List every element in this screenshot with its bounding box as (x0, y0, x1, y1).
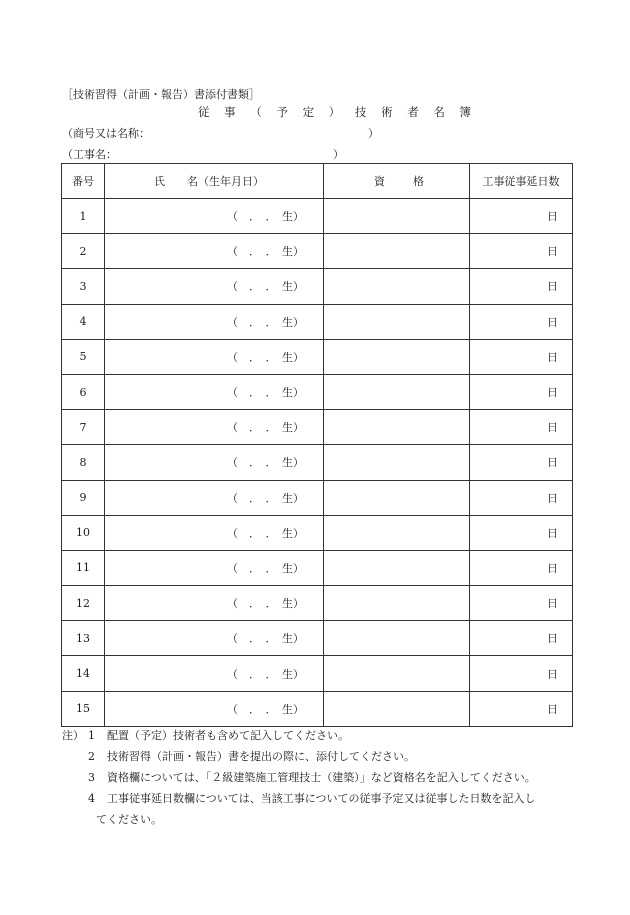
name-field[interactable] (105, 480, 324, 515)
birth-date-placeholder: （ ． ． 生） (227, 456, 304, 470)
table-body (62, 199, 573, 727)
table-row (62, 410, 573, 445)
days-unit: 日 (547, 210, 558, 224)
days-field[interactable] (470, 339, 573, 374)
birth-date-placeholder: （ ． ． 生） (227, 350, 304, 364)
qualification-field[interactable] (324, 515, 470, 550)
qualification-field[interactable] (324, 269, 470, 304)
name-field[interactable] (105, 269, 324, 304)
note-item (62, 770, 582, 791)
qualification-field[interactable] (324, 480, 470, 515)
days-field[interactable] (470, 410, 573, 445)
name-field[interactable] (105, 550, 324, 585)
days-field[interactable] (470, 691, 573, 726)
note-number: 4 (88, 792, 95, 805)
days-unit: 日 (547, 386, 558, 400)
row-number: 15 (62, 691, 105, 726)
days-field[interactable] (470, 586, 573, 621)
name-field[interactable] (105, 374, 324, 409)
row-number: 2 (62, 234, 105, 269)
table-row (62, 445, 573, 480)
birth-date-placeholder: （ ． ． 生） (227, 386, 304, 400)
birth-date-placeholder: （ ． ． 生） (227, 597, 304, 611)
days-unit: 日 (547, 491, 558, 505)
qualification-field[interactable] (324, 621, 470, 656)
note-item (62, 728, 582, 749)
qualification-field[interactable] (324, 234, 470, 269)
birth-date-placeholder: （ ． ． 生） (227, 561, 304, 575)
table-row (62, 621, 573, 656)
days-unit: 日 (547, 667, 558, 681)
qualification-field[interactable] (324, 586, 470, 621)
name-field[interactable] (105, 339, 324, 374)
header-number: 番号 (62, 164, 105, 199)
birth-date-placeholder: （ ． ． 生） (227, 315, 304, 329)
birth-date-placeholder: （ ． ． 生） (227, 245, 304, 259)
name-field[interactable] (105, 304, 324, 339)
qualification-field[interactable] (324, 445, 470, 480)
table-row (62, 234, 573, 269)
days-field[interactable] (470, 269, 573, 304)
note-number: 2 (88, 750, 95, 763)
row-number: 10 (62, 515, 105, 550)
row-number: 3 (62, 269, 105, 304)
name-field[interactable] (105, 515, 324, 550)
note-item (62, 791, 582, 812)
notes-section (62, 728, 582, 833)
days-unit: 日 (547, 456, 558, 470)
project-name-label: （工事名： (62, 148, 117, 161)
days-unit: 日 (547, 561, 558, 575)
days-unit: 日 (547, 421, 558, 435)
note-continuation: てください。 (96, 813, 162, 826)
row-number: 5 (62, 339, 105, 374)
days-unit: 日 (547, 245, 558, 259)
qualification-field[interactable] (324, 691, 470, 726)
qualification-field[interactable] (324, 374, 470, 409)
note-number: 1 (88, 729, 95, 742)
days-field[interactable] (470, 374, 573, 409)
birth-date-placeholder: （ ． ． 生） (227, 280, 304, 294)
birth-date-placeholder: （ ． ． 生） (227, 632, 304, 646)
name-field[interactable] (105, 410, 324, 445)
table-row (62, 374, 573, 409)
days-field[interactable] (470, 656, 573, 691)
notes-lead: 注） (62, 729, 84, 742)
birth-date-placeholder: （ ． ． 生） (227, 421, 304, 435)
header-qualification (324, 164, 470, 199)
qualification-field[interactable] (324, 410, 470, 445)
row-number: 4 (62, 304, 105, 339)
note-number: 3 (88, 771, 95, 784)
qualification-field[interactable] (324, 339, 470, 374)
row-number: 9 (62, 480, 105, 515)
document-category: ［技術習得（計画・報告）書添付書類］ (62, 88, 260, 101)
days-unit: 日 (547, 702, 558, 716)
project-name-line (62, 146, 344, 162)
row-number: 14 (62, 656, 105, 691)
table-row (62, 480, 573, 515)
name-field[interactable] (105, 621, 324, 656)
note-continuation-row (62, 812, 582, 833)
engineer-roster-table (61, 163, 573, 727)
table-row (62, 656, 573, 691)
row-number: 8 (62, 445, 105, 480)
row-number: 6 (62, 374, 105, 409)
table-header-row (62, 164, 573, 199)
note-text: 工事従事延日数欄については、当該工事についての従事予定又は従事した日数を記入し (107, 792, 536, 805)
name-field[interactable] (105, 691, 324, 726)
header-name: 氏 名（生年月日） (105, 164, 324, 199)
days-field[interactable] (470, 515, 573, 550)
row-number: 7 (62, 410, 105, 445)
note-text: 技術習得（計画・報告）書を提出の際に、添付してください。 (107, 750, 415, 763)
row-number: 11 (62, 550, 105, 585)
name-field[interactable] (105, 234, 324, 269)
days-field[interactable] (470, 550, 573, 585)
note-text: 配置（予定）技術者も含めて記入してください。 (107, 729, 349, 742)
days-unit: 日 (547, 280, 558, 294)
days-field[interactable] (470, 199, 573, 234)
days-unit: 日 (547, 350, 558, 364)
table-row (62, 550, 573, 585)
birth-date-placeholder: （ ． ． 生） (227, 667, 304, 681)
project-name-close: ） (333, 148, 344, 161)
days-unit: 日 (547, 597, 558, 611)
note-item (62, 749, 582, 770)
days-field[interactable] (470, 445, 573, 480)
qualification-field[interactable] (324, 656, 470, 691)
name-field[interactable] (105, 445, 324, 480)
row-number: 13 (62, 621, 105, 656)
row-number: 1 (62, 199, 105, 234)
table-row (62, 199, 573, 234)
days-unit: 日 (547, 315, 558, 329)
days-field[interactable] (470, 621, 573, 656)
days-unit: 日 (547, 526, 558, 540)
birth-date-placeholder: （ ． ． 生） (227, 702, 304, 716)
row-number: 12 (62, 586, 105, 621)
table-row (62, 691, 573, 726)
note-text: 資格欄については、「２級建築施工管理技士（建築）」など資格名を記入してください。 (107, 771, 536, 784)
header-qualification-label: 資 格 (374, 175, 426, 188)
trade-name-line (62, 125, 379, 141)
name-field[interactable] (105, 586, 324, 621)
trade-name-label: （商号又は名称： (62, 127, 150, 140)
table-row (62, 339, 573, 374)
qualification-field[interactable] (324, 199, 470, 234)
days-unit: 日 (547, 632, 558, 646)
trade-name-close: ） (368, 127, 379, 140)
birth-date-placeholder: （ ． ． 生） (227, 526, 304, 540)
name-field[interactable] (105, 656, 324, 691)
qualification-field[interactable] (324, 304, 470, 339)
document-title: 従 事 （ 予 定 ） 技 術 者 名 簿 (198, 105, 477, 119)
days-field[interactable] (470, 480, 573, 515)
table-row (62, 515, 573, 550)
table-row (62, 586, 573, 621)
table-row (62, 304, 573, 339)
days-field[interactable] (470, 304, 573, 339)
name-field[interactable] (105, 199, 324, 234)
table-row (62, 269, 573, 304)
birth-date-placeholder: （ ． ． 生） (227, 210, 304, 224)
header-days: 工事従事延日数 (470, 164, 573, 199)
days-field[interactable] (470, 234, 573, 269)
qualification-field[interactable] (324, 550, 470, 585)
birth-date-placeholder: （ ． ． 生） (227, 491, 304, 505)
